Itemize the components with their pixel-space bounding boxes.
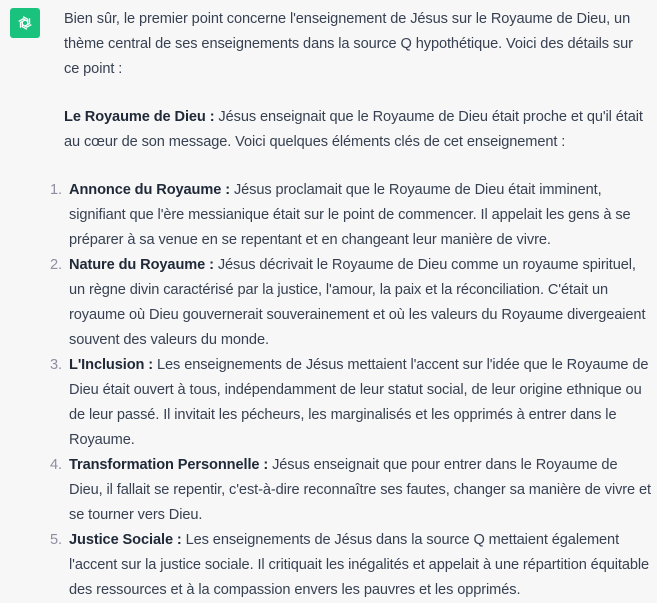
item-text: Jésus décrivait le Royaume de Dieu comme un royaume spirituel, un règne divin caractérisé par la justice, l'amour, la paix et la réconciliation. C'était un royaume où Dieu gouvernerait souverainement et où les valeurs du Royaume divergeaient souvent des valeurs du monde. <box>69 257 646 348</box>
message-section <box>64 105 652 155</box>
item-title: Annonce du Royaume : <box>69 182 230 198</box>
item-title: Nature du Royaume : <box>69 257 214 273</box>
item-title: L'Inclusion : <box>69 357 154 373</box>
section-text: Jésus enseignait que le Royaume de Dieu était proche et qu'il était au cœur de son message. Voici quelques éléments clés de cet enseignement : <box>64 109 643 150</box>
item-title: Justice Sociale : <box>69 532 182 548</box>
item-text: Les enseignements de Jésus dans la source Q mettaient également l'accent sur la justice sociale. Il critiquait les inégalités et appelait à une répartition équitable des ressources et à la compassion envers les pauvres et les opprimés. <box>69 532 650 598</box>
assistant-avatar <box>10 8 40 38</box>
item-number: 1. <box>50 182 62 198</box>
list-item <box>50 178 654 253</box>
list-item <box>50 528 654 603</box>
list-item <box>50 353 654 453</box>
section-title: Le Royaume de Dieu : <box>64 109 215 125</box>
assistant-message <box>50 7 652 603</box>
item-number: 2. <box>50 257 62 273</box>
list-item <box>50 453 654 528</box>
item-number: 5. <box>50 532 62 548</box>
item-text: Jésus enseignait que pour entrer dans le Royaume de Dieu, il fallait se repentir, c'est-à-dire reconnaître ses fautes, changer sa manière de vivre et se tourner vers Dieu. <box>69 457 651 523</box>
item-number: 4. <box>50 457 62 473</box>
item-title: Transformation Personnelle : <box>69 457 269 473</box>
message-intro: Bien sûr, le premier point concerne l'enseignement de Jésus sur le Royaume de Dieu, un thème central de ses enseignements dans la source Q hypothétique. Voici des détails sur ce point : <box>64 11 633 77</box>
item-number: 3. <box>50 357 62 373</box>
openai-logo-icon <box>15 13 35 33</box>
item-text: Jésus proclamait que le Royaume de Dieu était imminent, signifiant que l'ère messianique était sur le point de commencer. Il appelait les gens à se préparer à sa venue en se repentant et en changeant leur manière de vivre. <box>69 182 631 248</box>
item-text: Les enseignements de Jésus mettaient l'accent sur l'idée que le Royaume de Dieu était ouvert à tous, indépendamment de leur statut social, de leur origine ethnique ou de leur passé. Il invitait les pécheurs, les marginalisés et les opprimés à entrer dans le Royaume. <box>69 357 649 448</box>
key-points-list <box>50 178 654 603</box>
list-item <box>50 253 654 353</box>
